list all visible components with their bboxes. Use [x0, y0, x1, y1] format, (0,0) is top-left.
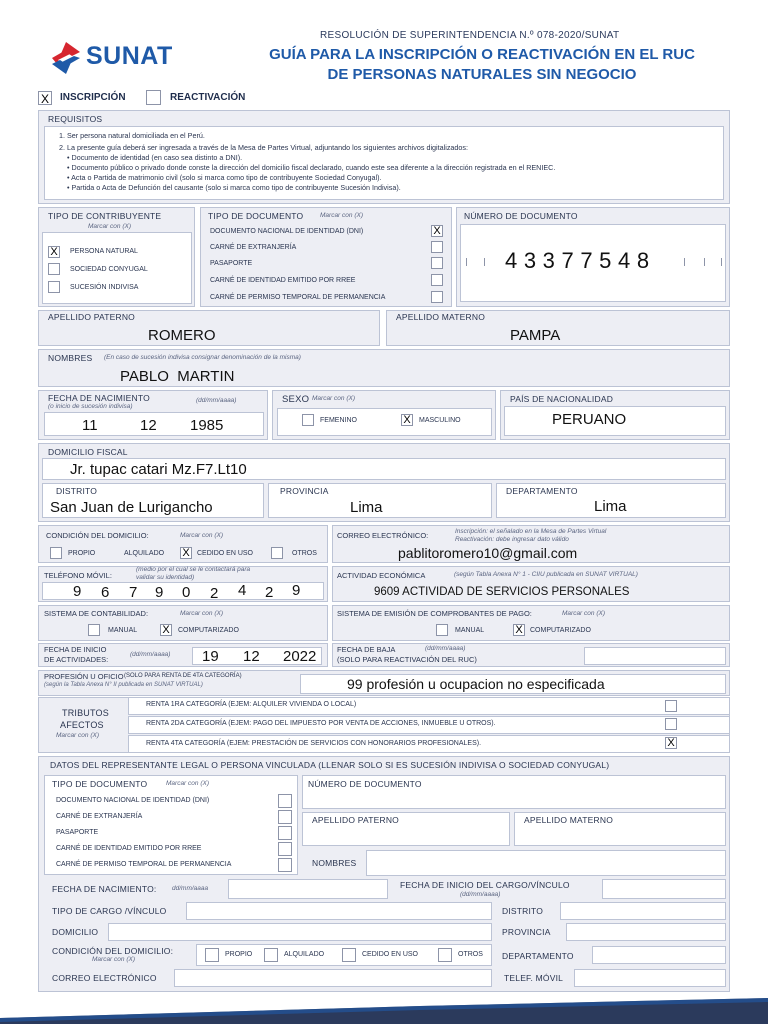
telefono-digit: 9: [155, 584, 164, 601]
digit-divider: [704, 258, 705, 266]
alquilado-mark-checkbox[interactable]: X: [180, 547, 192, 559]
rep-propio-checkbox[interactable]: [205, 948, 219, 962]
rep-tipo-title: TIPO DE DOCUMENTO: [52, 779, 148, 789]
inicio-dd: 19: [202, 648, 219, 665]
rep-condicion-label: CONDICIÓN DEL DOMICILIO:: [52, 946, 174, 956]
telefono-digit: 0: [182, 584, 191, 601]
sucesion-indivisa-checkbox[interactable]: [48, 281, 60, 293]
doc-option-dni-label: DOCUMENTO NACIONAL DE IDENTIDAD (DNI): [210, 228, 364, 235]
cedido-checkbox[interactable]: [271, 547, 283, 559]
doc-option-rree-checkbox[interactable]: [431, 274, 443, 286]
femenino-label: FEMENINO: [320, 417, 357, 424]
correo-hint1: Inscripción: el señalado en la Mesa de Partes Virtual: [455, 528, 607, 535]
requisitos-box: [44, 126, 724, 200]
doc-option-ptp-label: CARNÉ DE PERMISO TEMPORAL DE PERMANENCIA: [210, 294, 386, 301]
doc-option-dni-checkbox[interactable]: X: [431, 225, 443, 237]
documento-title: TIPO DE DOCUMENTO: [208, 211, 304, 221]
propio-checkbox[interactable]: [50, 547, 62, 559]
rep-tipo-option: CARNÉ DE IDENTIDAD EMITIDO POR RREE: [56, 845, 202, 852]
requisitos-title: REQUISITOS: [48, 114, 103, 124]
emision-hint: Marcar con (X): [562, 610, 605, 617]
nombres-label: NOMBRES: [48, 353, 93, 363]
rep-tipo-hint: Marcar con (X): [166, 780, 209, 787]
contabilidad-manual-checkbox[interactable]: [88, 624, 100, 636]
telefono-digit: 7: [129, 584, 138, 601]
provincia-value: Lima: [350, 499, 383, 516]
contribuyente-title: TIPO DE CONTRIBUYENTE: [48, 211, 162, 221]
tributo-row-1-checkbox[interactable]: [665, 700, 677, 712]
rep-tipo-checkbox[interactable]: [278, 826, 292, 840]
contabilidad-hint: Marcar con (X): [180, 610, 223, 617]
rep-tipo-option: CARNÉ DE EXTRANJERÍA: [56, 813, 143, 820]
emision-computarizado-label: COMPUTARIZADO: [530, 627, 591, 634]
rep-tipo-option: CARNÉ DE PERMISO TEMPORAL DE PERMANENCIA: [56, 861, 232, 868]
reactivacion-label: REACTIVACIÓN: [170, 92, 246, 103]
domicilio-value: Jr. tupac catari Mz.F7.Lt10: [70, 461, 247, 478]
apellido-paterno-label: APELLIDO PATERNO: [48, 312, 135, 322]
distrito-value: San Juan de Lurigancho: [50, 499, 213, 516]
digit-divider: [684, 258, 685, 266]
actividad-hint: (según Tabla Anexa N° 1 - CIIU publicada en SUNAT VIRTUAL): [454, 571, 638, 578]
requisito-item: 2. La presente guía deberá ser ingresada a través de la Mesa de Partes Virtual, adjuntando los siguientes archivos digitalizados:: [59, 143, 469, 152]
nacimiento-aaaa: 1985: [190, 417, 224, 434]
rep-domicilio-label: DOMICILIO: [52, 927, 99, 937]
telefono-hint2: validar su identidad): [136, 574, 195, 581]
digit-divider: [466, 258, 467, 266]
rep-alquilado-checkbox[interactable]: [264, 948, 278, 962]
inicio-label1: FECHA DE INICIO: [44, 645, 107, 654]
baja-label2: (SOLO PARA REACTIVACIÓN DEL RUC): [337, 655, 477, 664]
rep-distrito-label: DISTRITO: [502, 906, 544, 916]
rep-tipo-option: PASAPORTE: [56, 829, 99, 836]
tributo-row-3-label: RENTA 4TA CATEGORÍA (EJEM: PRESTACIÓN DE SERVICIOS CON HONORARIOS PROFESIONALES).: [146, 740, 482, 747]
contabilidad-computarizado-checkbox[interactable]: X: [160, 624, 172, 636]
inscripcion-label: INSCRIPCIÓN: [60, 92, 126, 103]
rep-paterno-label: APELLIDO PATERNO: [312, 815, 399, 825]
emision-manual-checkbox[interactable]: [436, 624, 448, 636]
rep-tipo-box: [44, 775, 298, 875]
sunat-logo-icon: [48, 40, 84, 76]
title-line1: GUÍA PARA LA INSCRIPCIÓN O REACTIVACIÓN EN EL RUC: [269, 46, 695, 63]
contabilidad-label: SISTEMA DE CONTABILIDAD:: [44, 609, 149, 618]
telefono-digit: 9: [292, 582, 301, 599]
requisito-item: • Partida o Acta de Defunción del causante (solo si marca como tipo de contribuyente Sucesión Indivisa).: [67, 183, 401, 192]
doc-option-ptp-checkbox[interactable]: [431, 291, 443, 303]
rep-inicio-cargo-label: FECHA DE INICIO DEL CARGO/VÍNCULO: [400, 880, 570, 890]
provincia-label: PROVINCIA: [280, 486, 329, 496]
profesion-sub1: (SOLO PARA RENTA DE 4TA CATEGORÍA): [124, 673, 242, 679]
rep-tipo-checkbox[interactable]: [278, 842, 292, 856]
sociedad-conyugal-checkbox[interactable]: [48, 263, 60, 275]
rep-tipo-checkbox[interactable]: [278, 858, 292, 872]
propio-label: PROPIO: [68, 550, 96, 557]
masculino-label: MASCULINO: [419, 417, 461, 424]
rep-departamento-label: DEPARTAMENTO: [502, 951, 574, 961]
actividad-label: ACTIVIDAD ECONÓMICA: [337, 571, 426, 580]
telefono-digit: 4: [238, 582, 247, 599]
sexo-hint: Marcar con (X): [312, 395, 355, 402]
requisito-item: 1. Ser persona natural domiciliada en el Perú.: [59, 131, 205, 140]
femenino-checkbox[interactable]: [302, 414, 314, 426]
rep-otros-label: OTROS: [458, 951, 483, 958]
nacimiento-fmt: (dd/mm/aaaa): [196, 397, 237, 404]
tributo-row-1-label: RENTA 1RA CATEGORÍA (EJEM: ALQUILER VIVIENDA O LOCAL): [146, 701, 357, 708]
nacimiento-sub: (o inicio de sucesión indivisa): [48, 403, 133, 410]
sociedad-conyugal-label: SOCIEDAD CONYUGAL: [70, 266, 148, 273]
tributos-title2: AFECTOS: [60, 720, 104, 730]
rep-provincia-field[interactable]: [566, 923, 726, 941]
rep-domicilio-field[interactable]: [108, 923, 492, 941]
domicilio-label: DOMICILIO FISCAL: [48, 447, 128, 457]
rep-propio-label: PROPIO: [225, 951, 253, 958]
otros-label: OTROS: [292, 550, 317, 557]
profesion-sub2: (según la Tabla Anexa N° II publicada en SUNAT VIRTUAL): [44, 682, 203, 688]
nacionalidad-value: PERUANO: [552, 411, 627, 428]
apellido-materno-value: PAMPA: [510, 327, 561, 344]
rep-telefono-label: TELEF. MÓVIL: [504, 973, 564, 983]
tributo-row-2-label: RENTA 2DA CATEGORÍA (EJEM: PAGO DEL IMPUESTO POR VENTA DE ACCIONES, INMUEBLE U OTROS).: [146, 720, 496, 727]
rep-condicion-hint: Marcar con (X): [92, 956, 135, 963]
rep-cargo-label: TIPO DE CARGO /VÍNCULO: [52, 906, 167, 916]
tributos-title1: TRIBUTOS: [62, 708, 109, 718]
resolution-text: RESOLUCIÓN DE SUPERINTENDENCIA N.º 078-2020/SUNAT: [320, 30, 620, 41]
alquilado-label: ALQUILADO: [124, 550, 165, 557]
rep-cargo-field[interactable]: [186, 902, 492, 920]
digit-divider: [721, 258, 722, 266]
rep-otros-checkbox[interactable]: [438, 948, 452, 962]
rep-telefono-field[interactable]: [574, 969, 726, 987]
correo-label: CORREO ELECTRÓNICO:: [337, 531, 429, 540]
numero-documento-value: 43377548: [505, 248, 656, 273]
cedido-label: CEDIDO EN USO: [197, 550, 254, 557]
correo-hint2: Reactivación: debe ingresar dato válido: [455, 536, 569, 543]
rep-inicio-cargo-fmt: (dd/mm/aaaa): [460, 891, 501, 898]
footer-band: [0, 996, 768, 1024]
rep-nacimiento-label: FECHA DE NACIMIENTO:: [52, 884, 157, 894]
telefono-digit: 9: [73, 583, 82, 600]
reactivacion-checkbox[interactable]: [146, 90, 161, 105]
nacionalidad-label: PAÍS DE NACIONALIDAD: [510, 394, 614, 404]
emision-manual-label: MANUAL: [455, 627, 485, 634]
telefono-digit: 6: [101, 584, 110, 601]
rep-provincia-label: PROVINCIA: [502, 927, 551, 937]
correo-value: pablitoromero10@gmail.com: [398, 545, 578, 561]
digit-divider: [484, 258, 485, 266]
rep-nombres-label: NOMBRES: [312, 858, 357, 868]
contribuyente-hint: Marcar con (X): [88, 223, 131, 230]
requisito-item: • Documento de identidad (en caso sea distinto a DNI).: [67, 153, 243, 162]
sexo-label: SEXO: [282, 394, 310, 405]
documento-section: [200, 207, 452, 307]
baja-label1: FECHA DE BAJA: [337, 645, 396, 654]
rep-correo-field[interactable]: [174, 969, 492, 987]
rep-tipo-option: DOCUMENTO NACIONAL DE IDENTIDAD (DNI): [56, 797, 210, 804]
emision-computarizado-checkbox[interactable]: X: [513, 624, 525, 636]
emision-label: SISTEMA DE EMISIÓN DE COMPROBANTES DE PAGO:: [337, 609, 532, 618]
doc-option-ce-label: CARNÉ DE EXTRANJERÍA: [210, 244, 297, 251]
inscripcion-checkbox[interactable]: X: [38, 91, 52, 105]
rep-cedido-label: CEDIDO EN USO: [362, 951, 419, 958]
sunat-logo: [48, 38, 198, 78]
logo-text: SUNAT: [86, 42, 173, 70]
rep-alquilado-label: ALQUILADO: [284, 951, 325, 958]
contabilidad-manual-label: MANUAL: [108, 627, 138, 634]
representante-title: DATOS DEL REPRESENTANTE LEGAL O PERSONA VINCULADA (LLENAR SOLO SI ES SUCESIÓN INDIVISA O SOCIEDAD CONYUGAL): [50, 760, 610, 770]
tributo-row-2-checkbox[interactable]: [665, 718, 677, 730]
telefono-digit: 2: [210, 585, 219, 602]
numero-documento-title: NÚMERO DE DOCUMENTO: [464, 211, 578, 221]
rep-tipo-checkbox[interactable]: [278, 794, 292, 808]
distrito-label: DISTRITO: [56, 486, 98, 496]
inicio-fmt: (dd/mm/aaaa): [130, 651, 171, 658]
doc-option-rree-label: CARNÉ DE IDENTIDAD EMITIDO POR RREE: [210, 277, 356, 284]
nacimiento-label: FECHA DE NACIMIENTO: [48, 393, 150, 403]
departamento-label: DEPARTAMENTO: [506, 486, 578, 496]
inicio-aaaa: 2022: [283, 648, 317, 665]
inicio-label2: DE ACTIVIDADES:: [44, 655, 109, 664]
baja-fmt: (dd/mm/aaaa): [425, 645, 466, 652]
rep-nacimiento-fmt: dd/mm/aaaa: [172, 885, 209, 892]
nombres-hint: (En caso de sucesión indivisa consignar denominación de la misma): [104, 354, 301, 361]
baja-field[interactable]: [584, 647, 726, 665]
telefono-hint1: (medio por el cual se le contactará para: [136, 566, 251, 573]
rep-correo-label: CORREO ELECTRÓNICO: [52, 973, 157, 983]
nacimiento-dd: 11: [82, 417, 98, 434]
doc-option-pasaporte-checkbox[interactable]: [431, 257, 443, 269]
sucesion-indivisa-label: SUCESIÓN INDIVISA: [70, 284, 139, 291]
rep-distrito-field[interactable]: [560, 902, 726, 920]
nombres-value: PABLO MARTIN: [120, 368, 235, 385]
telefono-digit: 2: [265, 584, 274, 601]
requisito-item: • Acta o Partida de matrimonio civil (solo si marca como tipo de contribuyente Sociedad Conyugal).: [67, 173, 382, 182]
doc-option-ce-checkbox[interactable]: [431, 241, 443, 253]
departamento-value: Lima: [594, 498, 627, 515]
rep-numero-label: NÚMERO DE DOCUMENTO: [308, 779, 422, 789]
contabilidad-computarizado-label: COMPUTARIZADO: [178, 627, 239, 634]
tributo-row-3-checkbox[interactable]: X: [665, 737, 677, 749]
nacimiento-mm: 12: [140, 417, 157, 434]
tributos-hint: Marcar con (X): [56, 732, 99, 739]
doc-option-pasaporte-label: PASAPORTE: [210, 260, 253, 267]
rep-inicio-cargo-field[interactable]: [602, 879, 726, 899]
masculino-checkbox[interactable]: X: [401, 414, 413, 426]
documento-hint: Marcar con (X): [320, 212, 363, 219]
rep-tipo-checkbox[interactable]: [278, 810, 292, 824]
rep-materno-label: APELLIDO MATERNO: [524, 815, 614, 825]
profesion-value: 99 profesión u ocupacion no especificada: [347, 676, 605, 692]
profesion-label: PROFESIÓN U OFICIO: [44, 672, 124, 681]
telefono-label: TELÉFONO MÓVIL:: [44, 571, 112, 580]
persona-natural-label: PERSONA NATURAL: [70, 248, 138, 255]
rep-cedido-checkbox[interactable]: [342, 948, 356, 962]
rep-departamento-field[interactable]: [592, 946, 726, 964]
rep-nacimiento-field[interactable]: [228, 879, 388, 899]
rep-nombres-field[interactable]: [366, 850, 726, 876]
inicio-mm: 12: [243, 648, 260, 665]
condicion-hint: Marcar con (X): [180, 532, 223, 539]
persona-natural-checkbox[interactable]: X: [48, 246, 60, 258]
condicion-label: CONDICIÓN DEL DOMICILIO:: [46, 531, 149, 540]
requisito-item: • Documento público o privado donde conste la dirección del domicilio fiscal declarado, cuando este sea diferente a la dirección registrada en el RENIEC.: [67, 163, 556, 172]
title-line2: DE PERSONAS NATURALES SIN NEGOCIO: [327, 66, 637, 83]
apellido-materno-label: APELLIDO MATERNO: [396, 312, 486, 322]
actividad-value: 9609 ACTIVIDAD DE SERVICIOS PERSONALES: [374, 586, 630, 598]
apellido-paterno-value: ROMERO: [148, 327, 216, 344]
